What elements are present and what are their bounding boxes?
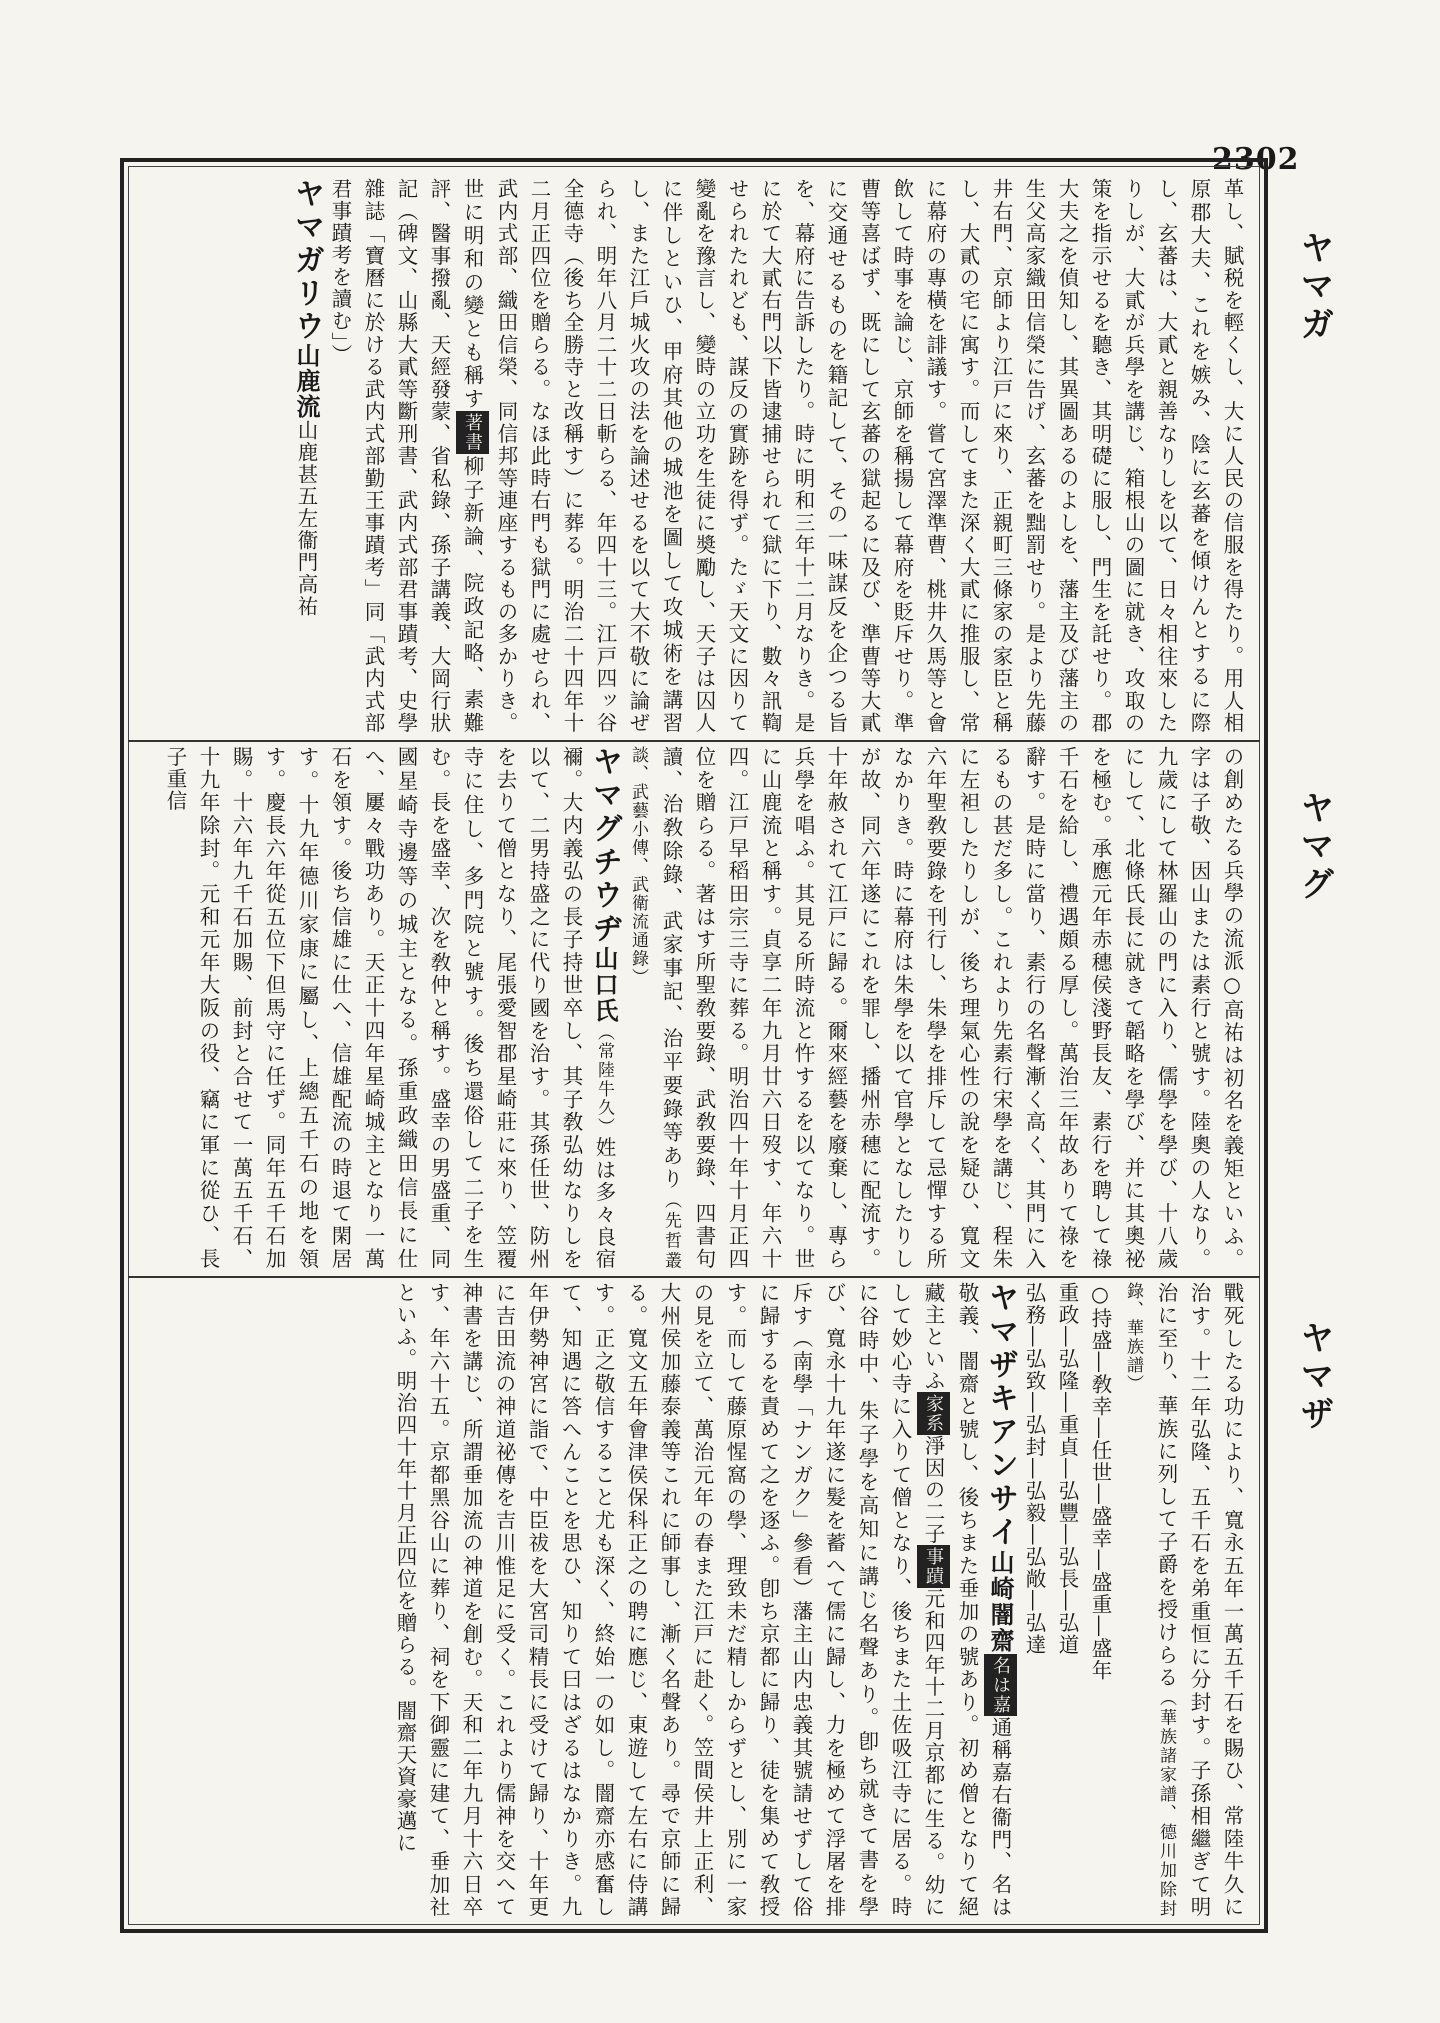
entry-headword-line: ヤマザキアンサイ山崎闇齋名は嘉通稱嘉右衞門、名は敬義、闇齋と號し、後ちまた垂加の號あり。初め僧となりて絕藏主といふ家系淨因の二子事蹟元和四年十二月京都に生る。幼にして妙心寺に入りて僧となり、後ちまた土佐吸江寺に居る。時に谷時中、朱子學を高知に講じ名聲あり。卽ち就きて書を學び、寬永十九年遂に髮を蓄へて儒に歸し、力を極めて浮屠を排斥す（南學「ナンガク」參看）藩主山内忠義其號請せずして俗に歸するを責めて之を逐ふ。卽ち京都に歸り、徒を集めて敎授す。而して藤原惺窩の學、理致未だ精しからずとし、別に一家の見を立て、萬治元年の春また江戸に赴く。笠間侯井上正利、大州侯加藤泰義等これに師事し、漸く名聲あり。尋で京師に歸る。寬文五年會津侯保科正之の聘に應じ、東遊して左右に侍講す。正之敬信すること尤も深く、終始一の如し。闇齋亦感奮して、知遇に答へんことを思ひ、知りて曰はざるはなかりき。九年伊勢神宮に詣で、中臣祓を大宮司精長に受けて歸り、十年更に吉田流の神道祕傳を吉川惟足に受く。これより儒神を交へて神書を講じ、所謂垂加流の神道を創む。天和二年九月十六日卒す、年六十五。京都黑谷山に葬り、祠を下御靈に建て、垂加社といふ。明治四十年十月正四位を贈らる。闇齋天資豪邁に xyxy=(393,1282,1018,1918)
entry-text: の創めたる兵學の流派○高祐は初名を義矩といふ。字は子敬、因山または素行と號す。陸奧の人なり。九歲にして林羅山の門に入り、儒學を學び、十八歲にして、北條氏長に就きて韜略を學び、并に其奧祕を極む。承應元年赤穗侯淺野長友、素行を聘して祿千石を給し、禮遇頗る厚し。萬治三年故ありて祿を辭す。是時に當り、素行の名聲漸く高く、其門に入るもの甚だ多し。これより先素行宋學を講じ、程朱に左袒したりしが、後ち理氣心性の說を疑ひ、寬文六年聖敎要錄を刊行し、朱學を排斥して忌憚する所なかりき。時に幕府は朱學を以て官學となしたりしが故、同六年遂にこれを罪し、播州赤穗に配流す。十年赦されて江戸に歸る。爾來經藝を廢棄し、專ら兵學を唱ふ。其見る所時流と忤するを以てなり。世に山鹿流と稱す。貞享二年九月廿六日歿す、年六十四。江戸早稻田宗三寺に葬る。明治四十年十月正四位を贈らる。著はす所聖敎要錄、武敎要錄、四書句讀、治敎除錄、武家事記、治平要錄等あり（先哲叢談、武藝小傳、武衛流通錄） xyxy=(628,746,1244,1270)
lineage-tag: 家系 xyxy=(917,1392,950,1435)
section-divider-1 xyxy=(128,740,1260,742)
entry-kanji: 山崎闇齋 xyxy=(986,1549,1014,1654)
page-number: 2302 xyxy=(1212,142,1300,177)
genealogy-line: 弘務―弘致―弘封―弘毅―弘敞―弘達 xyxy=(1022,1282,1046,1656)
entry-text: 姓は多々良宿禰。大内義弘の長子持世卒し、其子敎弘幼なりしを以て、二男持盛之に代り國を治す。其孫任世、防州を去りて僧となり、尾張愛智郡星崎莊に來り、笠覆寺に住し、多門院と號す。後ち還俗して二子を生む。長を盛幸、次を敎仲と稱す。盛幸の男盛重、同國星崎寺邊等の城主となる。孫重政織田信長に仕へ、屢々戰功あり。天正十四年星崎城主となり一萬石を領す。後ち信雄に仕へ、信雄配流の時退て閑居す。十九年德川家康に屬し、上總五千石の地を領す。慶長六年從五位下但馬守に任ず。同年五千石加賜。十六年九千石加賜、前封と合せて一萬五千石、十九年除封。元和元年大阪の役、竊に軍に從ひ、長子重信 xyxy=(163,746,616,1270)
index-tab-yamaga: ヤマガ xyxy=(1294,230,1334,344)
index-tab-yamagu: ヤマグ xyxy=(1294,790,1334,904)
section-yamaza xyxy=(140,1282,1248,1918)
section-yamaga xyxy=(140,178,1248,734)
entry-headword-line xyxy=(158,746,621,1270)
section-divider-2 xyxy=(128,1276,1260,1278)
entry-headword: ヤマザキアンサイ xyxy=(983,1282,1018,1550)
entry-text: 山鹿甚五左衞門高祐 xyxy=(294,419,318,618)
entry-text: 戰死したる功により、寬永五年一萬五千石を賜ひ、常陸牛久に治す。十二年弘隆、五千石を弟重恒に分封す。子孫相繼ぎて明治に至り、華族に列して子爵を授けらる（華族諸家譜、德川加除封錄、華族譜） xyxy=(1123,1282,1244,1918)
entry-headword: ヤマガリウ xyxy=(289,178,324,343)
entry-headword-line xyxy=(289,178,323,734)
entry-kanji: 山鹿流 xyxy=(292,343,320,420)
genealogy-line: ○持盛―敎幸―任世―盛幸―盛重―盛年 xyxy=(1088,1282,1112,1682)
name-tag: 名は嘉 xyxy=(984,1654,1017,1717)
works-tag: 著書 xyxy=(456,411,489,454)
entry-kanji: 山口氏 xyxy=(590,945,618,1024)
genealogy-line: 重政―弘隆―重貞―弘豐―弘長―弘道 xyxy=(1055,1282,1079,1656)
entry-text: 革し、賦税を輕くし、大に人民の信服を得たり。用人相原郡大夫、これを嫉み、陰に玄蕃を傾けんとするに際し、玄蕃は、大貳と親善なりしを以て、日々相往來したりしが、大貳が兵學を講じ、箱根山の圖に就き、攻取の策を指示せるを聽き、其明礎に服し、門生を託せり。郡大夫之を偵知し、其異圖あるのよしを、藩主及び藩主の生父高家織田信榮に告げ、玄蕃を黜罰せり。是より先藤井右門、京師より江戸に來り、正親町三條家の家臣と稱し、大貳の宅に寓す。而してまた深く大貳に推服し、常に幕府の專橫を誹議す。嘗て宮澤準曹、桃井久馬等と會飲して時事を論じ、京師を稱揚して幕府を貶斥せり。準曹等喜ばず、既にして玄蕃の獄起るに及び、準曹等大貳に交通せるものを籍記して、その一味謀反を企つる旨を、幕府に告訴したり。時に明和三年十二月なりき。是に於て大貳右門以下皆逮捕せられて獄に下り、數々訊鞫せられたれども、謀反の實跡を得ず。たゞ天文に因りて變亂を豫言し、變時の立功を生徒に奬勵し、天子は囚人に伴しといひ、甲府其他の城池を圖して攻城術を講習し、また江戶城火攻の法を論述せるを以て大不敬に論ぜられ、明年八月二十二日斬らる、年四十三。江戸四ッ谷全德寺（後ち全勝寺と改稱す）に葬る。明治二十四年十二月正四位を贈らる。なほ此時右門も獄門に處せられ、武内式部、織田信榮、同信邦等連座するもの多かりき。世に明和の變とも稱す著書柳子新論、院政記略、素難評、醫事撥亂、天經發蒙、省私錄、孫子講義、大岡行狀記（碑文、山縣大貳等斷刑書、武内式部君事蹟考、史學雜誌「寶曆に於ける武内式部勤王事蹟考」同「武内式部君事蹟考を讀む」） xyxy=(328,178,1244,734)
index-tab-yamaza: ヤマザ xyxy=(1294,1320,1334,1434)
section-yamagu xyxy=(140,746,1248,1270)
entry-headword: ヤマグチウヂ xyxy=(587,746,622,946)
entry-note: （常陸牛久） xyxy=(594,1023,614,1137)
deeds-tag: 事蹟 xyxy=(917,1545,950,1588)
